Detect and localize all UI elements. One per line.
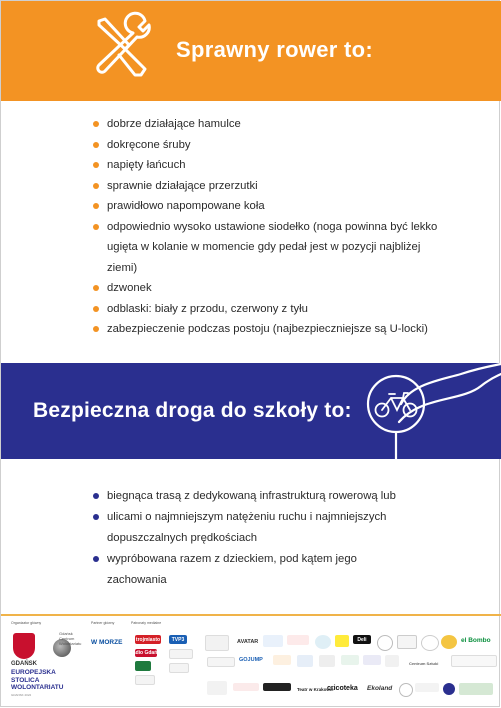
esw-logo-text: EUROPEJSKA STOLICA WOLONTARIATU [11, 669, 64, 691]
bullet-dot [93, 183, 99, 189]
avatar-logo: AVATAR [237, 639, 259, 645]
centrum-sztuki-logo: Centrum Sztuki [409, 661, 439, 666]
bike-section-title: Sprawny rower to: [176, 37, 374, 62]
list-item [93, 319, 453, 340]
bullet-dot [93, 285, 99, 291]
sponsor-logo [205, 635, 229, 651]
sponsor-logo [297, 655, 313, 667]
list-item-text: ulicami o najmniejszym natężeniu ruchu i najmniejszych dopuszczalnych prędkościach [107, 511, 387, 544]
el-bombo-logo: el Bombo [461, 637, 491, 644]
trojmiasto-logo: trojmiasto [135, 636, 161, 643]
gojump-logo: GOJUMP [239, 657, 263, 663]
list-item-text: dzwonek [107, 282, 152, 294]
sponsor-logo [459, 683, 493, 695]
bicycle-road-sign-icon [341, 356, 501, 462]
gdansk-crest-logo [13, 633, 35, 659]
sponsor-logo [169, 663, 189, 673]
list-item-text: zabezpieczenie podczas postoju (najbezpieczniejsze są U-locki) [107, 323, 428, 335]
list-item [93, 155, 453, 176]
sponsor-logo [341, 655, 359, 665]
bullet-dot [93, 556, 99, 562]
wrench-screwdriver-icon [89, 15, 155, 81]
sponsor-logo [377, 635, 393, 651]
sponsor-logo [443, 683, 455, 695]
sponsor-logo [207, 681, 227, 695]
sponsor-logo [315, 635, 331, 649]
list-item-text: biegnąca trasą z dedykowaną infrastrukturą rowerową lub [107, 490, 396, 502]
deli-logo: Deli [353, 635, 371, 644]
gdansk-volunteer-center: Gdańsk Centrum Wolontariatu [59, 631, 82, 646]
list-item-text: odpowiednio wysoko ustawione siodełko (noga powinna być lekko ugięta w kolanie w momencie gdy pedał jest w pozycji najbliżej ziemi) [107, 220, 438, 274]
tvp3-logo: TVP3 [169, 635, 187, 644]
list-item [93, 114, 453, 135]
sponsor-logo [335, 635, 349, 647]
list-item-text: sprawnie działające przerzutki [107, 179, 258, 192]
list-item [93, 176, 453, 197]
sponsor-logo [287, 635, 309, 645]
sponsor-logo [233, 683, 259, 691]
bullet-dot [93, 326, 99, 332]
road-section-title: Bezpieczna droga do szkoły to: [33, 399, 352, 422]
list-item [93, 299, 453, 320]
list-item [93, 135, 453, 156]
list-item-text: dobrze działające hamulce [107, 118, 241, 130]
list-item [93, 549, 413, 591]
bullet-dot [93, 203, 99, 209]
road-checklist [93, 486, 413, 591]
sponsor-logo [397, 635, 417, 649]
list-item [93, 278, 453, 299]
sponsor-logo [135, 661, 151, 671]
sponsor-logo [451, 655, 497, 667]
list-item [93, 196, 453, 217]
sponsor-logo [169, 649, 193, 659]
sponsor-logo [399, 683, 413, 697]
cricoteka-logo: cricoteka [327, 685, 358, 692]
footer-divider [1, 614, 501, 616]
list-item-text: odblaski: biały z przodu, czerwony z tyłu [107, 302, 308, 315]
sponsor-logo [263, 635, 283, 647]
list-item-text: dokręcone śruby [107, 138, 191, 151]
list-item-text: wypróbowana razem z dzieckiem, pod kątem jego zachowania [107, 553, 357, 586]
radio-gdansk-logo: Radio Gdańsk [129, 650, 163, 656]
gdansk-logo-text: GDAŃSK [11, 661, 38, 667]
sponsor-logo [385, 655, 399, 667]
teatr-logo: Teatr w Krakowie [297, 687, 334, 692]
sponsor-logo [273, 655, 291, 665]
organizer-label: Organizator główny [11, 621, 42, 625]
sponsor-logo [363, 655, 381, 665]
bullet-dot [93, 306, 99, 312]
sponsor-logo [415, 683, 439, 692]
w-morze-logo: W MORZE [91, 639, 123, 646]
list-item [93, 217, 453, 279]
bullet-dot [93, 142, 99, 148]
sponsor-logo [441, 635, 457, 649]
bike-checklist [93, 114, 453, 340]
sponsor-logo [263, 683, 291, 691]
esw-year: GDANSK 2022 [11, 693, 32, 697]
bullet-dot [93, 514, 99, 520]
sponsor-logo [421, 635, 439, 651]
sponsor-logo [319, 655, 335, 667]
partner-label: Partner główny [91, 621, 115, 625]
ekoland-logo: Ekoland [367, 685, 393, 692]
sponsor-logo [207, 657, 235, 667]
list-item-text: napięty łańcuch [107, 159, 186, 171]
sponsor-logo [135, 675, 155, 685]
bullet-dot [93, 121, 99, 127]
media-label: Patronaty medialne [131, 621, 162, 625]
list-item [93, 507, 413, 549]
bullet-dot [93, 224, 99, 230]
list-item [93, 486, 413, 507]
list-item-text: prawidłowo napompowane koła [107, 200, 265, 212]
bullet-dot [93, 162, 99, 168]
bullet-dot [93, 493, 99, 499]
